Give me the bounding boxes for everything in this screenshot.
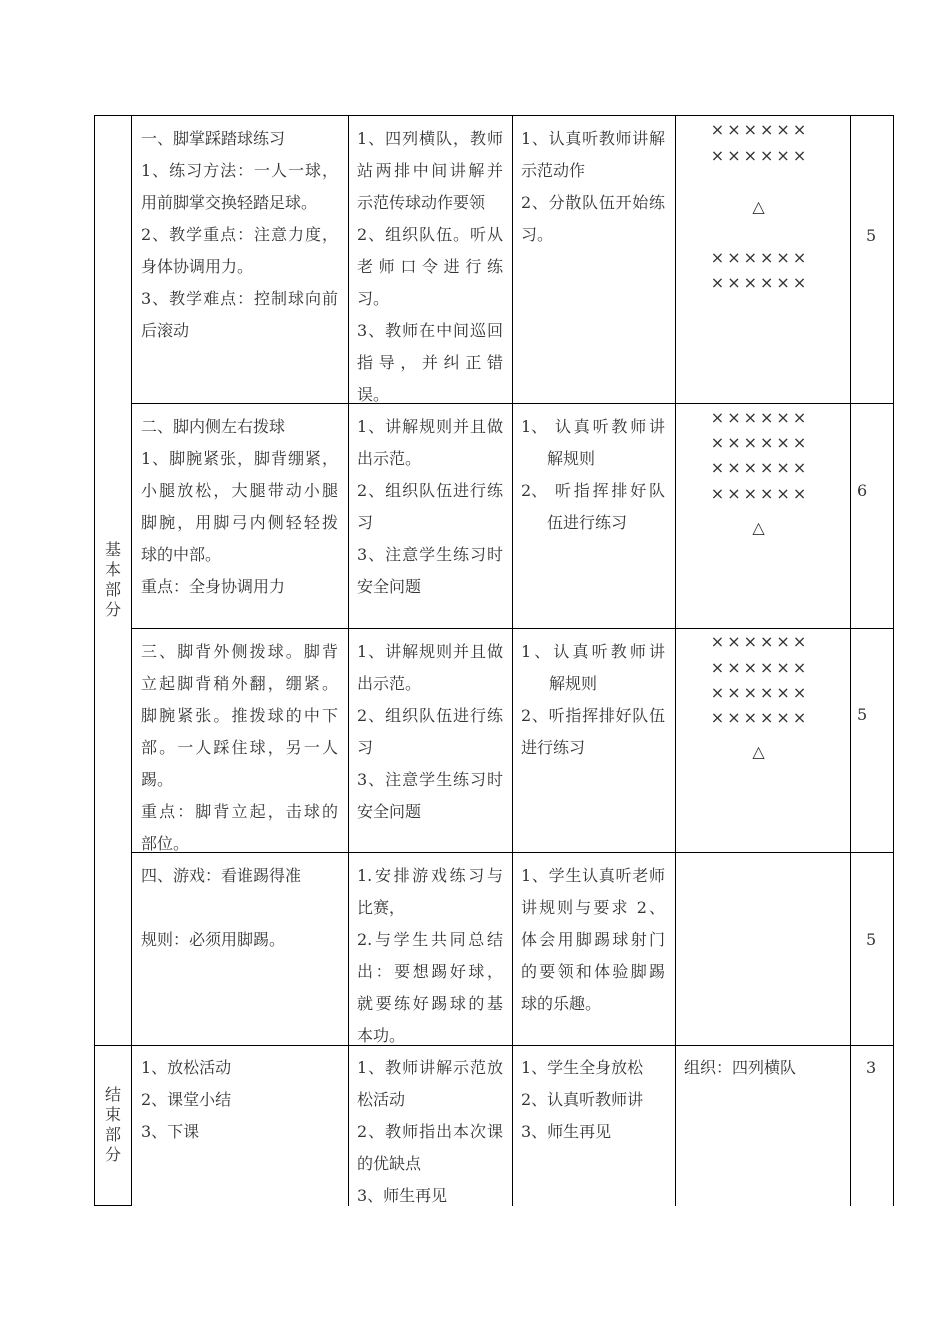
row-2-teacher-activity (357, 411, 503, 603)
text-line: 2、组织队伍进行练 (357, 706, 503, 725)
text-line: 小腿放松，大腿带动小腿 (141, 481, 338, 500)
text-line: 重点：全身协调用力 (141, 577, 286, 596)
row-1-content (141, 123, 338, 347)
row-2-student-activity (521, 411, 665, 539)
row-1-formation (671, 115, 846, 292)
text-line: 2、组织队伍。听从 (357, 225, 503, 244)
text-line: 2、课堂小结 (141, 1090, 232, 1109)
text-line: 出：要想踢好球， (357, 962, 503, 981)
text-line: 2、听指挥排好队伍 (521, 706, 665, 725)
text-line: 1、讲解规则并且做 (357, 642, 503, 661)
text-line: 后滚动 (141, 321, 190, 340)
student-rank-row: ×××××× (710, 632, 810, 651)
text-line: 用前脚掌交换轻踏足球。 (141, 193, 318, 212)
text-line: 1、放松活动 (141, 1058, 232, 1077)
row-3-content (141, 636, 338, 860)
text-line: 习 (357, 513, 374, 532)
teacher-marker: △ (752, 197, 765, 216)
student-rank-row: ×××××× (710, 146, 810, 165)
item-number: 1、 (521, 417, 548, 436)
student-rank-row: ×××××× (710, 484, 810, 503)
text-line: 伍进行练习 (547, 513, 628, 532)
row-5-organization (684, 1052, 844, 1084)
item-number: 2、 (521, 481, 548, 500)
text-line: 认真听教师讲 (555, 417, 665, 436)
text-line: 1、讲解规则并且做 (357, 417, 503, 436)
text-line: 重点：脚背立起，击球的 (141, 802, 338, 821)
text-line: 3、教师在中间巡回 (357, 321, 503, 340)
text-line: 脚腕，用脚弓内侧轻轻拨 (141, 513, 338, 532)
row-3-formation (671, 628, 846, 761)
numbered-item (521, 475, 665, 507)
text-line: 示范动作 (521, 161, 586, 180)
text-line: 2、教师指出本次课 (357, 1122, 503, 1141)
grid-line-label-bottom (94, 1205, 132, 1206)
text-line: 就要练好踢球的基 (357, 994, 503, 1013)
row-2-formation (671, 403, 846, 537)
text-line: 站两排中间讲解并 (357, 161, 503, 180)
text-line: 1、脚腕紧张，脚背绷紧， (141, 449, 338, 468)
row-3-teacher-activity (357, 636, 503, 828)
text-line: 安全问题 (357, 577, 422, 596)
teacher-marker: △ (752, 742, 765, 761)
text-line: 二、脚内侧左右拨球 (141, 417, 286, 436)
row-3-student-activity (521, 636, 665, 764)
row-2-time: 6 (857, 481, 868, 500)
text-line: 老师口令进行练 (357, 257, 503, 276)
text-line: 的优缺点 (357, 1154, 422, 1173)
row-1-time: 5 (866, 226, 877, 245)
text-line: 的要领和体验脚踢 (521, 962, 665, 981)
text-line: 3、师生再见 (521, 1122, 612, 1141)
text-line: 3、教学难点：控制球向前 (141, 289, 338, 308)
section-label-end: 结束部分 (104, 1085, 121, 1164)
student-rank-row: ×××××× (710, 248, 810, 267)
text-line: 2.与学生共同总结 (357, 930, 503, 949)
text-line: 比赛， (357, 898, 406, 917)
section-end-cell (94, 1045, 132, 1205)
row-4-content (141, 860, 338, 956)
student-rank-row: ×××××× (710, 458, 810, 477)
text-line: 指导，并纠正错 (357, 353, 503, 372)
text-line: 一、脚掌踩踏球练习 (141, 129, 286, 148)
row-4-time: 5 (866, 930, 877, 949)
grid-line-col-5 (850, 115, 851, 1206)
row-5-student-activity (521, 1052, 665, 1148)
numbered-item (521, 411, 665, 443)
student-rank-row: ×××××× (710, 120, 810, 139)
text-line: 习 (357, 738, 374, 757)
text-line: 3、师生再见 (357, 1186, 448, 1205)
row-5-content (141, 1052, 338, 1148)
section-label-basic: 基本部分 (104, 540, 121, 619)
text-line: 1、练习方法：一人一球， (141, 161, 338, 180)
text-line: 2、分散队伍开始练 (521, 193, 665, 212)
text-line: 习。 (521, 225, 554, 244)
row-4-student-activity (521, 860, 665, 1020)
text-line: 四、游戏：看谁踢得准 (141, 866, 302, 885)
row-1-student-activity (521, 123, 665, 251)
row-5-teacher-activity (357, 1052, 503, 1212)
text-line: 2、教学重点：注意力度， (141, 225, 338, 244)
text-line: 进行练习 (521, 738, 586, 757)
text-line: 3、下课 (141, 1122, 200, 1141)
text-line: 误。 (357, 385, 390, 404)
text-line: 本功。 (357, 1026, 406, 1045)
text-line: 踢。 (141, 770, 174, 789)
grid-line-col-right (893, 115, 894, 1206)
text-line: 部位。 (141, 834, 190, 853)
student-rank-row: ×××××× (710, 658, 810, 677)
teacher-marker: △ (752, 518, 765, 537)
text-line: 组织：四列横队 (684, 1058, 797, 1077)
text-line: 1、学生认真听老师 (521, 866, 665, 885)
row-4-teacher-activity (357, 860, 503, 1052)
student-rank-row: ×××××× (710, 273, 810, 292)
text-line: 解规则 (547, 449, 596, 468)
text-line: 1、认真听教师讲解 (521, 129, 665, 148)
text-line: 听指挥排好队 (555, 481, 665, 500)
student-rank-row: ×××××× (710, 433, 810, 452)
row-1-teacher-activity (357, 123, 503, 411)
text-line: 3、注意学生练习时 (357, 545, 503, 564)
student-rank-row: ×××××× (710, 683, 810, 702)
row-5-time: 3 (866, 1058, 877, 1077)
text-line: 1、四列横队，教师 (357, 129, 503, 148)
text-line: 1、教师讲解示范放 (357, 1058, 503, 1077)
text-line: 示范传球动作要领 (357, 193, 486, 212)
text-line: 讲规则与要求 2、 (521, 898, 665, 917)
text-line: 3、注意学生练习时 (357, 770, 503, 789)
text-line: 身体协调用力。 (141, 257, 254, 276)
text-line: 1、认真听教师讲 (521, 642, 665, 661)
text-line: 松活动 (357, 1090, 406, 1109)
section-basic-cell (94, 115, 132, 1045)
text-line: 立起脚背稍外翻，绷紧。 (141, 674, 338, 693)
text-line: 体会用脚踢球射门 (521, 930, 665, 949)
text-line: 1、学生全身放松 (521, 1058, 644, 1077)
text-line: 1.安排游戏练习与 (357, 866, 503, 885)
text-line: 2、组织队伍进行练 (357, 481, 503, 500)
text-line: 球的乐趣。 (521, 994, 602, 1013)
text-line: 部。一人踩住球，另一人 (141, 738, 338, 757)
text-line: 脚腕紧张。推拨球的中下 (141, 706, 338, 725)
text-line: 安全问题 (357, 802, 422, 821)
text-line: 规则：必须用脚踢。 (141, 930, 286, 949)
text-line: 2、认真听教师讲 (521, 1090, 644, 1109)
text-line: 习。 (357, 289, 390, 308)
text-line: 解规则 (549, 674, 598, 693)
grid-line-col-3 (512, 115, 513, 1206)
student-rank-row: ×××××× (710, 708, 810, 727)
text-line: 三、脚背外侧拨球。脚背 (141, 642, 338, 661)
text-line: 球的中部。 (141, 545, 222, 564)
row-2-content (141, 411, 338, 603)
row-3-time: 5 (857, 705, 868, 724)
student-rank-row: ×××××× (710, 408, 810, 427)
grid-line-col-2 (348, 115, 349, 1206)
text-line: 出示范。 (357, 449, 422, 468)
text-line: 出示范。 (357, 674, 422, 693)
